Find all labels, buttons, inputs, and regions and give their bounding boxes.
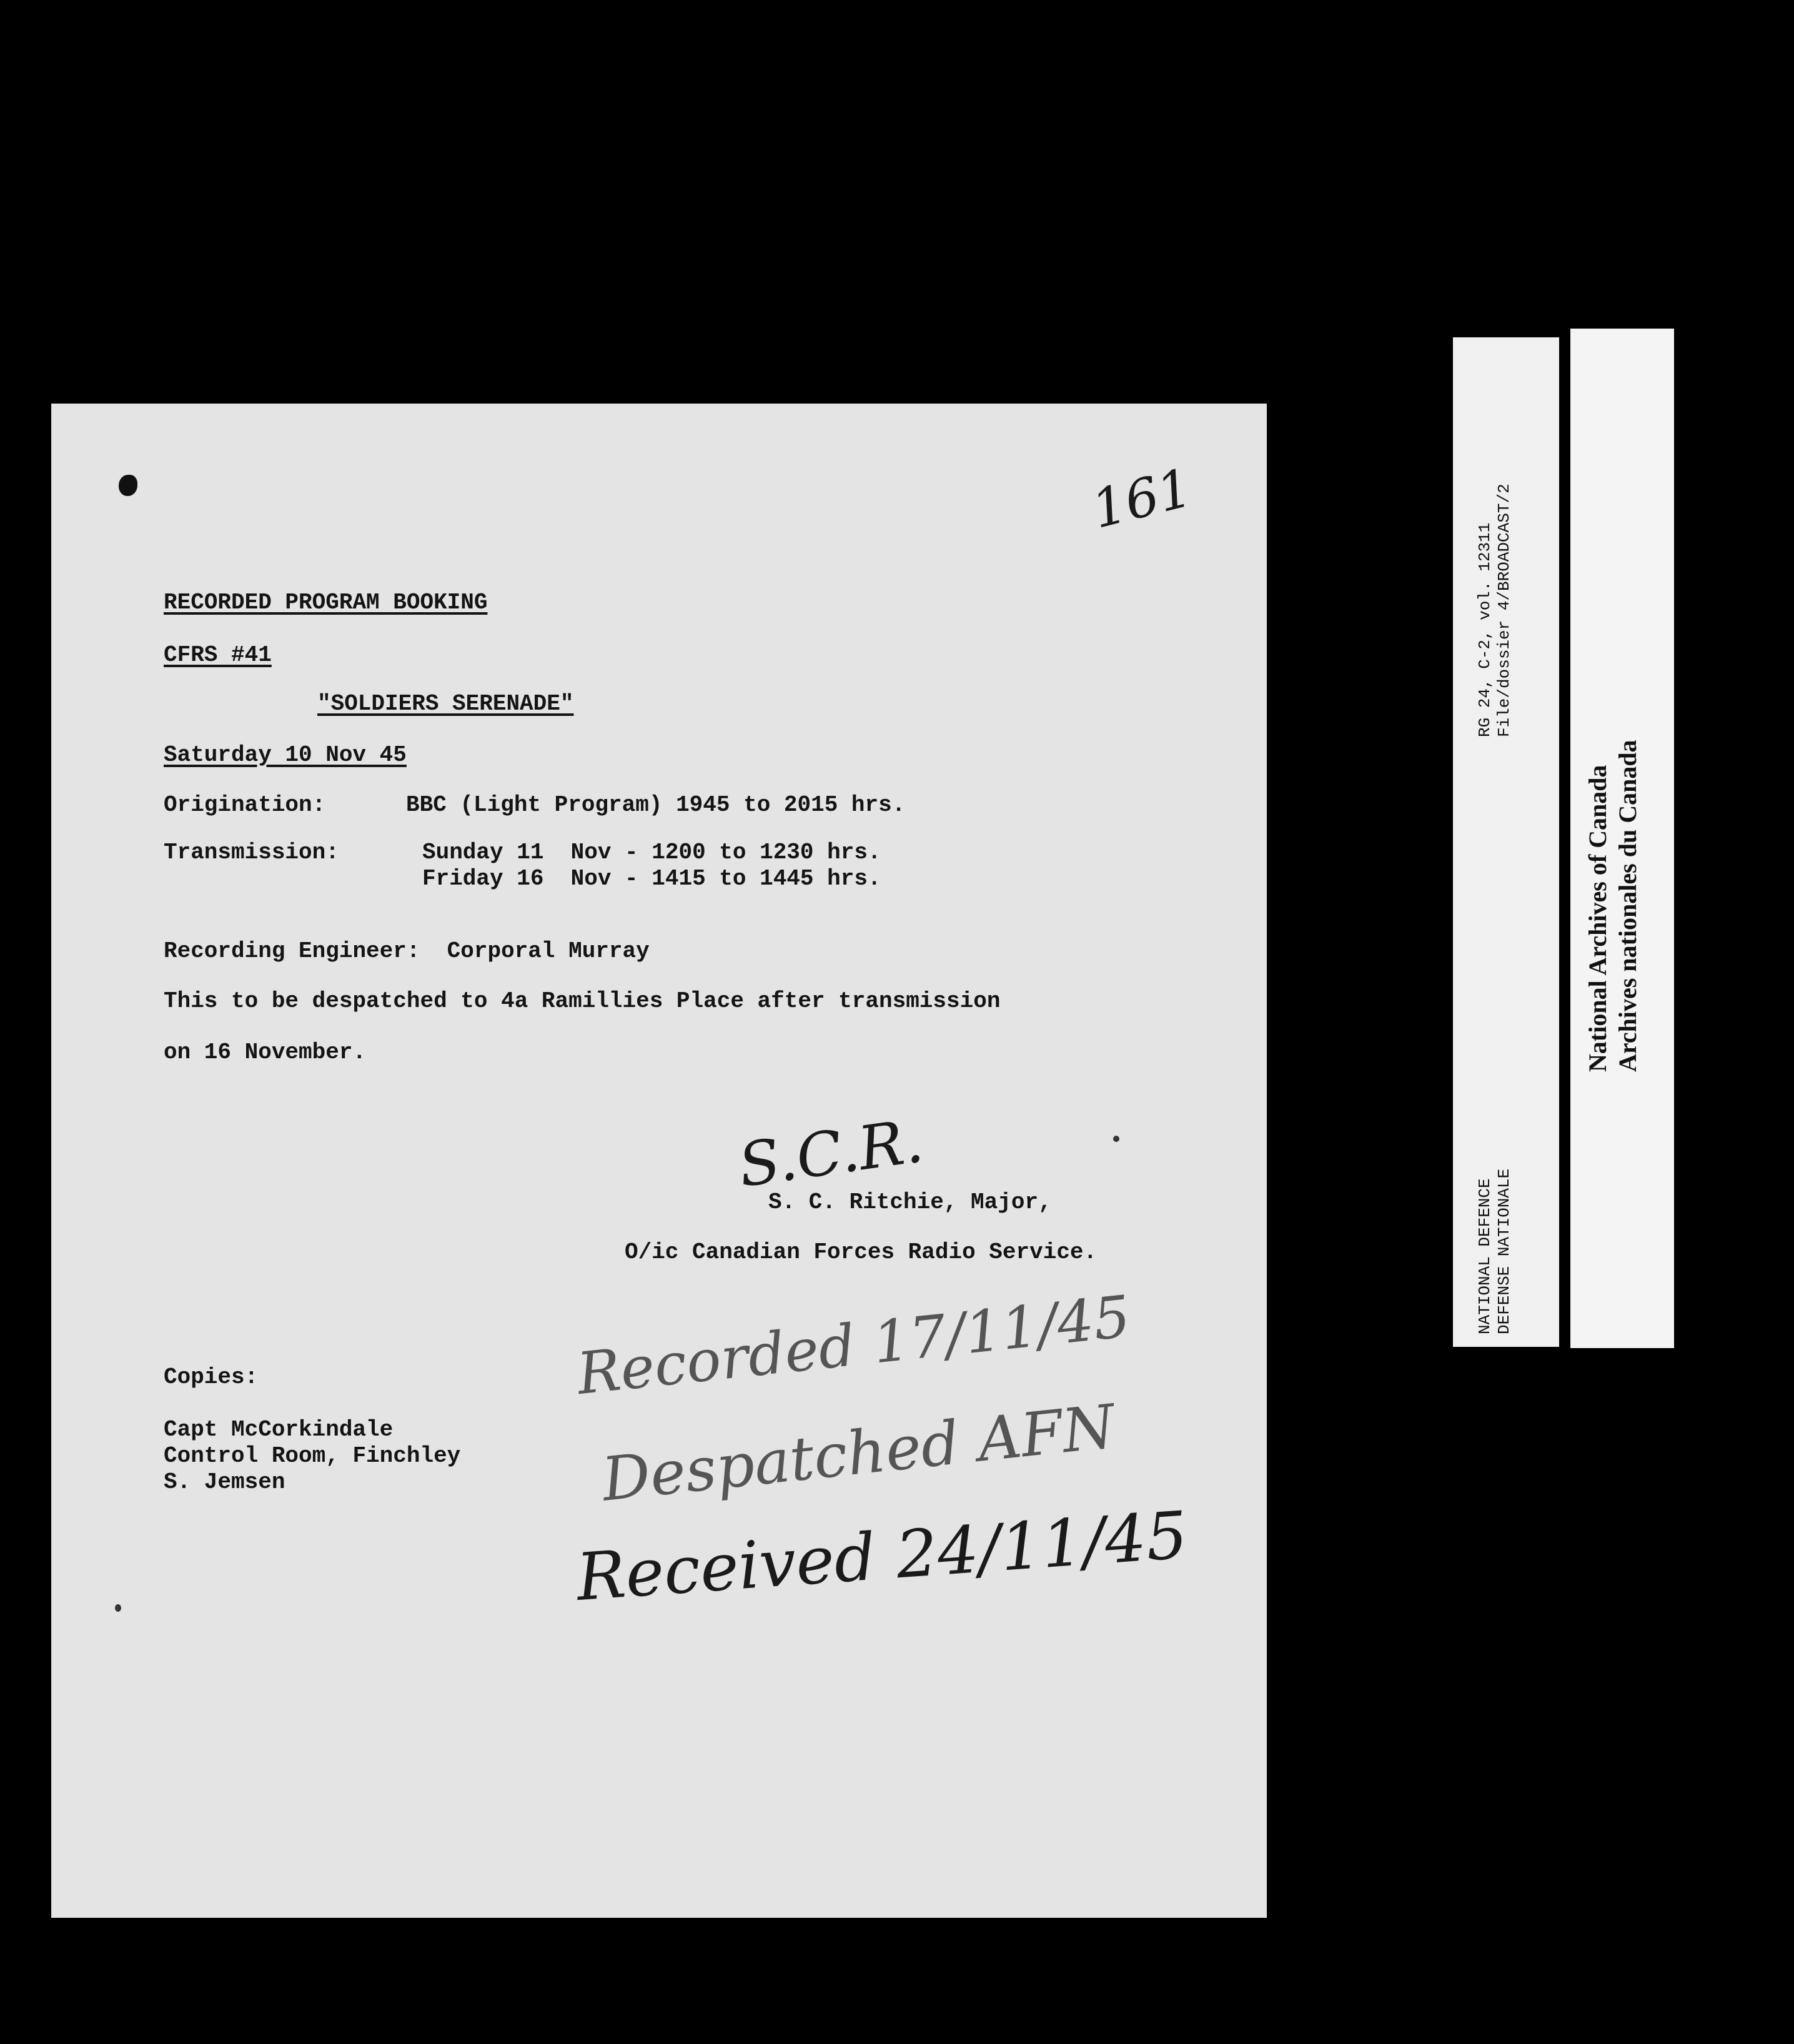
- department-line: NATIONAL DEFENCE: [1475, 1178, 1494, 1334]
- archives-line: Archives nationales du Canada: [1613, 740, 1642, 1072]
- signature: S.C.R.: [734, 1105, 928, 1201]
- archives-line: National Archives of Canada: [1583, 765, 1612, 1072]
- signatory-name: S. C. Ritchie, Major,: [768, 1189, 1052, 1215]
- department-line: DEFENSE NATIONALE: [1495, 1168, 1514, 1334]
- archives-name: [1583, 740, 1643, 1072]
- handwritten-note-received: Received 24/11/45: [573, 1496, 1190, 1616]
- reference-line: RG 24, C-2, vol. 12311: [1475, 522, 1494, 737]
- program-title: "SOLDIERS SERENADE": [317, 691, 574, 717]
- ink-speck: [115, 1604, 121, 1612]
- handwritten-note-despatched: Despatched AFN: [598, 1391, 1119, 1515]
- origination-label: Origination:: [164, 792, 326, 818]
- transmission-line-1: Sunday 11 Nov - 1200 to 1230 hrs.: [422, 840, 881, 865]
- despatch-line-1: This to be despatched to 4a Ramillies Place after transmission: [164, 988, 1001, 1014]
- copy-recipient: Capt McCorkindale: [164, 1417, 394, 1442]
- archive-reference: [1475, 484, 1514, 737]
- page-number: 161: [1086, 457, 1198, 540]
- signatory-title: O/ic Canadian Forces Radio Service.: [625, 1239, 1098, 1265]
- ink-speck: [1113, 1136, 1119, 1142]
- reference-number: CFRS #41: [164, 642, 272, 668]
- department-name: [1475, 1169, 1514, 1334]
- despatch-line-2: on 16 November.: [164, 1039, 367, 1065]
- copy-recipient: Control Room, Finchley: [164, 1443, 461, 1469]
- punch-hole: [119, 475, 137, 496]
- national-archives-label: [1570, 329, 1674, 1348]
- handwritten-note-recorded: Recorded 17/11/45: [573, 1282, 1134, 1408]
- booking-date: Saturday 10 Nov 45: [164, 742, 407, 768]
- copies-label: Copies:: [164, 1364, 259, 1390]
- document-heading: RECORDED PROGRAM BOOKING: [164, 590, 488, 615]
- archive-reference-label: [1453, 337, 1559, 1347]
- document-page: [51, 404, 1267, 1918]
- copy-recipient: S. Jemsen: [164, 1469, 285, 1495]
- transmission-line-2: Friday 16 Nov - 1415 to 1445 hrs.: [422, 866, 881, 891]
- origination-value: BBC (Light Program) 1945 to 2015 hrs.: [406, 792, 906, 818]
- transmission-label: Transmission:: [164, 840, 339, 865]
- engineer-line: Recording Engineer: Corporal Murray: [164, 938, 650, 964]
- reference-line: File/dossier 4/BROADCAST/2: [1495, 484, 1514, 737]
